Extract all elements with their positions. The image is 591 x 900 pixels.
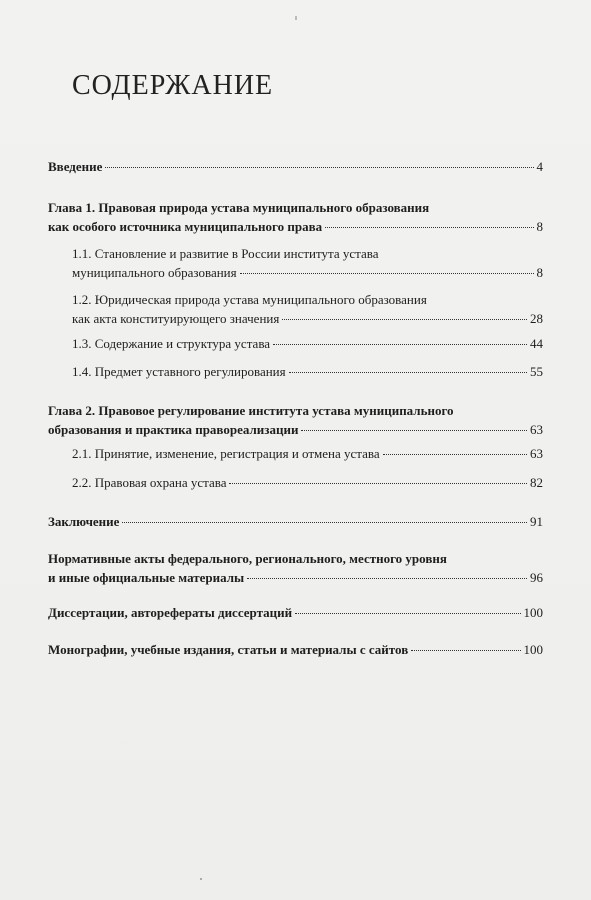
toc-entry-section-1-1[interactable]: [72, 244, 543, 282]
toc-page-number: 100: [523, 605, 543, 620]
toc-entry-text: Введение: [48, 159, 103, 174]
toc-page-number: 63: [530, 422, 543, 437]
toc-entry-text: и иные официальные материалы: [48, 570, 245, 585]
toc-page-number: 44: [530, 336, 543, 351]
dot-leader: [301, 430, 527, 431]
toc-entry-introduction[interactable]: [48, 157, 543, 176]
dot-leader: [240, 273, 534, 274]
dot-leader: [282, 319, 527, 320]
toc-entry-text: 2.2. Правовая охрана устава: [72, 475, 227, 490]
toc-entry-text: Глава 2. Правовое регулирование института устава муниципального: [48, 403, 454, 418]
toc-entry-text: как акта конституирующего значения: [72, 311, 280, 326]
dot-leader: [325, 227, 533, 228]
toc-entry-chapter-2[interactable]: [48, 401, 543, 439]
toc-entry-text: 1.3. Содержание и структура устава: [72, 336, 271, 351]
toc-entry-text: 1.4. Предмет уставного регулирования: [72, 364, 286, 379]
toc-entry-section-2-2[interactable]: [72, 473, 543, 492]
toc-entry-chapter-1[interactable]: [48, 198, 543, 236]
dot-leader: [383, 454, 527, 455]
dot-leader: [122, 522, 527, 523]
dot-leader: [273, 344, 527, 345]
toc-entry-text: Нормативные акты федерального, регионального, местного уровня: [48, 551, 447, 566]
toc-entry-text: 2.1. Принятие, изменение, регистрация и отмена устава: [72, 446, 380, 461]
toc-entry-conclusion[interactable]: [48, 512, 543, 531]
toc-page-number: 8: [536, 265, 543, 280]
dot-leader: [295, 613, 520, 614]
dot-leader: [411, 650, 520, 651]
toc-entry-text: как особого источника муниципального права: [48, 219, 323, 234]
toc-entry-section-1-3[interactable]: [72, 334, 543, 353]
toc-entry-dissertations[interactable]: [48, 603, 543, 622]
toc-entry-text: Монографии, учебные издания, статьи и материалы с сайтов: [48, 642, 409, 657]
toc-page-number: 4: [536, 159, 543, 174]
toc-entry-section-1-2[interactable]: [72, 290, 543, 328]
dot-leader: [289, 372, 527, 373]
toc-entry-section-2-1[interactable]: [72, 444, 543, 463]
toc-page-number: 96: [530, 570, 543, 585]
toc-entry-section-1-4[interactable]: [72, 362, 543, 381]
dot-leader: [247, 578, 527, 579]
toc-page-number: 91: [530, 514, 543, 529]
toc-entry-text: Глава 1. Правовая природа устава муниципального образования: [48, 200, 430, 215]
toc-entry-text: образования и практика правореализации: [48, 422, 299, 437]
dot-leader: [105, 167, 533, 168]
page-mark: [200, 878, 202, 880]
toc-page-number: 8: [536, 219, 543, 234]
toc-page-number: 28: [530, 311, 543, 326]
toc-page-number: 100: [523, 642, 543, 657]
toc-entry-text: муниципального образования: [72, 265, 237, 280]
toc-page-number: 82: [530, 475, 543, 490]
toc-page-number: 63: [530, 446, 543, 461]
toc-entry-normative-acts[interactable]: [48, 549, 543, 587]
toc-entry-text: 1.2. Юридическая природа устава муниципального образования: [72, 292, 427, 307]
toc-entry-text: Заключение: [48, 514, 120, 529]
page-title: СОДЕРЖАНИЕ: [72, 70, 274, 101]
page-mark: [295, 16, 297, 20]
dot-leader: [229, 483, 527, 484]
toc-entry-text: 1.1. Становление и развитие в России института устава: [72, 246, 379, 261]
toc-entry-text: Диссертации, авторефераты диссертаций: [48, 605, 293, 620]
toc-page-number: 55: [530, 364, 543, 379]
toc-entry-monographs[interactable]: [48, 640, 543, 659]
